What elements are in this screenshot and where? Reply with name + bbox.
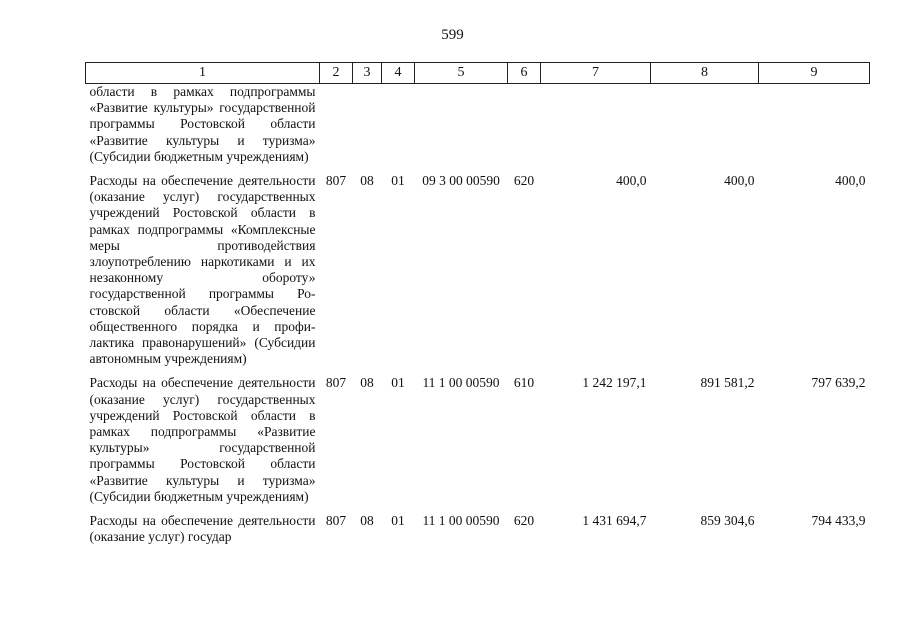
- amount-cell: 859 304,6: [700, 513, 755, 529]
- section-code: 08: [360, 173, 374, 189]
- amount-cell: 891 581,2: [700, 375, 755, 391]
- expense-type-code: 620: [513, 513, 535, 529]
- amount-cell: 797 639,2: [811, 375, 866, 391]
- table-row: [86, 84, 870, 174]
- amount-cell: 400,0: [835, 173, 866, 189]
- column-header: 8: [651, 63, 759, 84]
- ministry-code: [320, 84, 353, 174]
- table-row: [86, 173, 870, 375]
- column-header: 2: [320, 63, 353, 84]
- target-article-code: 09 3 00 00590: [422, 173, 500, 189]
- target-article-code: 11 1 00 00590: [422, 375, 500, 391]
- section-code: 08: [360, 513, 374, 529]
- section-code: 08: [360, 375, 374, 391]
- page-number: 599: [441, 27, 464, 43]
- column-header: 3: [353, 63, 382, 84]
- column-header: 4: [382, 63, 415, 84]
- row-description: области в рамках подпрограммы «Развитие культуры» государственной программы Ростовской области «Развитие культуры и туризма» (Субсидии бюджетным учреждениям): [89, 84, 316, 164]
- ministry-code: 807: [325, 513, 347, 529]
- subsection-code: 01: [391, 173, 405, 189]
- expense-type-code: 610: [513, 375, 535, 391]
- row-description: Расходы на обеспечение деятельности (оказание услуг) государственных учреждений Ростовской области в рамках подпрограммы «Развитие культуры» государственной программы Ростовской области «Развитие культуры и туризма» (Субсидии бюджетным учреждениям): [89, 375, 316, 504]
- amount-cell: 1 431 694,7: [582, 513, 647, 529]
- column-header: 9: [759, 63, 870, 84]
- column-number-header-row: [86, 63, 870, 84]
- target-article-code: [415, 84, 508, 174]
- amount-cell: 400,0: [724, 173, 755, 189]
- column-header: 1: [86, 63, 320, 84]
- amount-cell: [541, 84, 651, 174]
- amount-cell: 794 433,9: [811, 513, 866, 529]
- subsection-code: [382, 84, 415, 174]
- column-header: 6: [508, 63, 541, 84]
- subsection-code: 01: [391, 513, 405, 529]
- amount-cell: 1 242 197,1: [582, 375, 647, 391]
- row-description: Расходы на обеспечение деятельности (оказание услуг) государ: [89, 513, 316, 545]
- ministry-code: 807: [325, 375, 347, 391]
- budget-table: [85, 62, 870, 553]
- section-code: [353, 84, 382, 174]
- amount-cell: 400,0: [616, 173, 647, 189]
- table-row: [86, 513, 870, 553]
- expense-type-code: [508, 84, 541, 174]
- row-description: Расходы на обеспечение деятельности (оказание услуг) государственных учреждений Ростовской области в рамках подпрограммы «Комплексные меры противодействия злоупотреблению наркотиками и их незаконному обороту» государственной программы Ростовской области «Обеспечение общественного порядка и профилактика правонарушений» (Субсидии автономным учреждениям): [89, 173, 316, 367]
- target-article-code: 11 1 00 00590: [422, 513, 500, 529]
- table-row: [86, 375, 870, 513]
- amount-cell: [651, 84, 759, 174]
- column-header: 5: [415, 63, 508, 84]
- column-header: 7: [541, 63, 651, 84]
- amount-cell: [759, 84, 870, 174]
- expense-type-code: 620: [513, 173, 535, 189]
- ministry-code: 807: [325, 173, 347, 189]
- subsection-code: 01: [391, 375, 405, 391]
